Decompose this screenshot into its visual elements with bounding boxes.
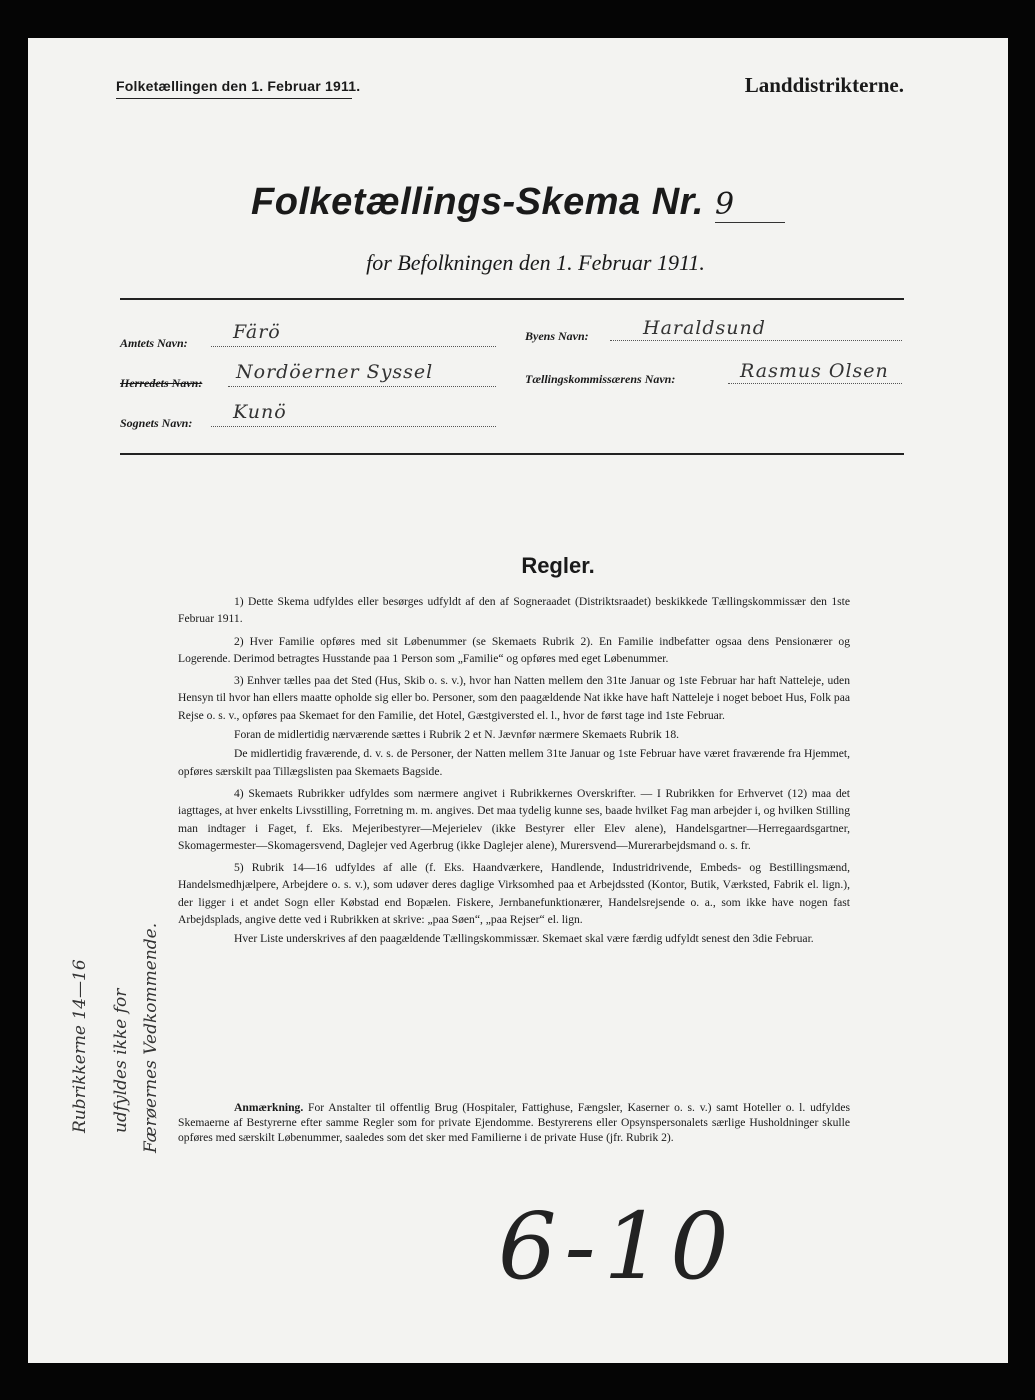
rule-2: 2) Hver Familie opføres med sit Løbenummer (se Skemaets Rubrik 2). En Familie indbefatter ogsaa dens Pensionærer og Logerende. Derimod betragtes Husstande paa 1 Person som „Familie“ og opføres med eget Løbenummer. [178,634,850,665]
sogn-label: Sognets Navn: [120,416,193,430]
margin-note-line-1: Rubrikkerne 14—16 [70,959,90,1133]
annotation-note [178,1100,850,1145]
rules-heading: Regler. [521,553,595,578]
amt-line [211,346,496,347]
rule-3-note-a: Foran de midlertidig nærværende sættes i Rubrik 2 et N. Jævnfør nærmere Skemaets Rubrik 18. [234,728,680,742]
header-census-date: Folketællingen den 1. Februar 1911. [116,78,361,94]
fields-divider [120,453,904,455]
by-line [610,340,902,341]
rule-5: 5) Rubrik 14—16 udfyldes af alle (f. Eks. Haandværkere, Handlende, Industridrivende, Embeds- og Bestillingsmænd, Handelsmedhjælpere, Arbejdere o. s. v.), som udøver deres daglige Virksomhed paa et Arbejdssted (Kontor, Butik, Værksted, Fabrik el. lign.), der ligger i et andet Sogn eller Købstad end Bopælen. Fiskere, Jernbanefunktionærer, Handelsrejsende o. a., som ikke have nogen fast Arbejdsplads, angive dette ved i Rubrikken at skrive: „paa Søen“, „paa Rejser“ el. lign. [178,861,850,927]
by-value: Haraldsund [643,317,766,339]
sogn-value: Kunö [233,401,287,423]
rule-5-note: Hver Liste underskrives af den paagældende Tællingskommissær. Skemaet skal være færdig udfyldt senest den 3die Februar. [234,932,814,946]
top-divider [120,298,904,300]
herred-label: Herredets Navn: [120,376,203,390]
form-subtitle: for Befolkningen den 1. Februar 1911. [366,250,705,275]
margin-note-line-3: Færøernes Vedkommende. [141,922,161,1153]
annotation-text: For Anstalter til offentlig Brug (Hospitaler, Fattighuse, Fængsler, Kaserner o. s. v.) samt Hoteller o. l. udfyldes Skemaerne af Bestyrerne efter samme Regler som for private Ejendomme. Bestyrerens eller Opsynspersonalets særlige Husholdninger skulle opføres med særskilt Løbenummer, saaledes som det sker med Familierne i de private Huse (jfr. Rubrik 2). [178,1101,851,1144]
rule-1: 1) Dette Skema udfyldes eller besørges udfyldt af den af Sogneraadet (Distriktsraadet) beskikkede Tællingskommissær den 1ste Februar 1911. [178,595,850,626]
herred-value: Nordöerner Syssel [236,361,434,383]
form-title [28,181,1008,224]
rule-3-note-b: De midlertidig fraværende, d. v. s. de Personer, der Natten mellem 31te Januar og 1ste Februar have været fraværende fra Hjemmet, opføres særskilt paa Tillægslisten paa Skemaets Bagside. [178,747,850,778]
rule-4: 4) Skemaets Rubrikker udfyldes som nærmere angivet i Rubrikkernes Overskrifter. — I Rubrikken for Erhvervet (12) maa det iagttages, at hver enkelts Livsstilling, Forretning m. m. angives. Det maa tydelig kunne ses, baade hvilket Fag man arbejder i, og hvilken Stilling man indtager i Faget, f. Eks. Mejeribestyrer—Mejerielev (ikke Bestyrer eller Elev alene), Handelsgartner—Herregaardsgartner, Skomagermester—Skomagersvend, Daglejer ved Agerbrug (ikke Daglejer alene), Murersvend—Murerarbejdsmand o. s. fr. [178,786,850,852]
census-form-page [28,38,1008,1363]
form-number-value: 9 [715,187,785,223]
sogn-line [211,426,496,427]
by-label: Byens Navn: [525,329,589,343]
kommissaer-label: Tællingskommissærens Navn: [525,372,676,386]
kommissaer-value: Rasmus Olsen [740,360,889,382]
margin-note-line-2: udfyldes ikke for [111,988,131,1133]
annotation-label: Anmærkning. [234,1101,304,1114]
header-rule [116,98,352,99]
rule-3: 3) Enhver tælles paa det Sted (Hus, Skib o. s. v.), hvor han Natten mellem den 31te Januar og 1ste Februar har haft Natteleje, uden Hensyn til hvor han ellers maatte opholde sig eller bo. Personer, som den paagældende Nat ikke have haft Natteleje i noget beboet Hus, Folk paa Rejse o. s. v., opføres paa Skemaet for den Familie, det Hotel, Gæstgiversted el. l., hvor de først tage ind 1ste Februar. [178,674,850,722]
amt-label: Amtets Navn: [120,336,188,350]
herred-line [228,386,496,387]
handwritten-range-number: 6-10 [498,1193,737,1300]
form-title-text: Folketællings-Skema Nr. [251,181,704,223]
kommissaer-line [728,383,902,384]
rules-body [178,593,850,953]
amt-value: Färö [233,321,281,343]
header-district-type: Landdistrikterne. [744,73,904,97]
